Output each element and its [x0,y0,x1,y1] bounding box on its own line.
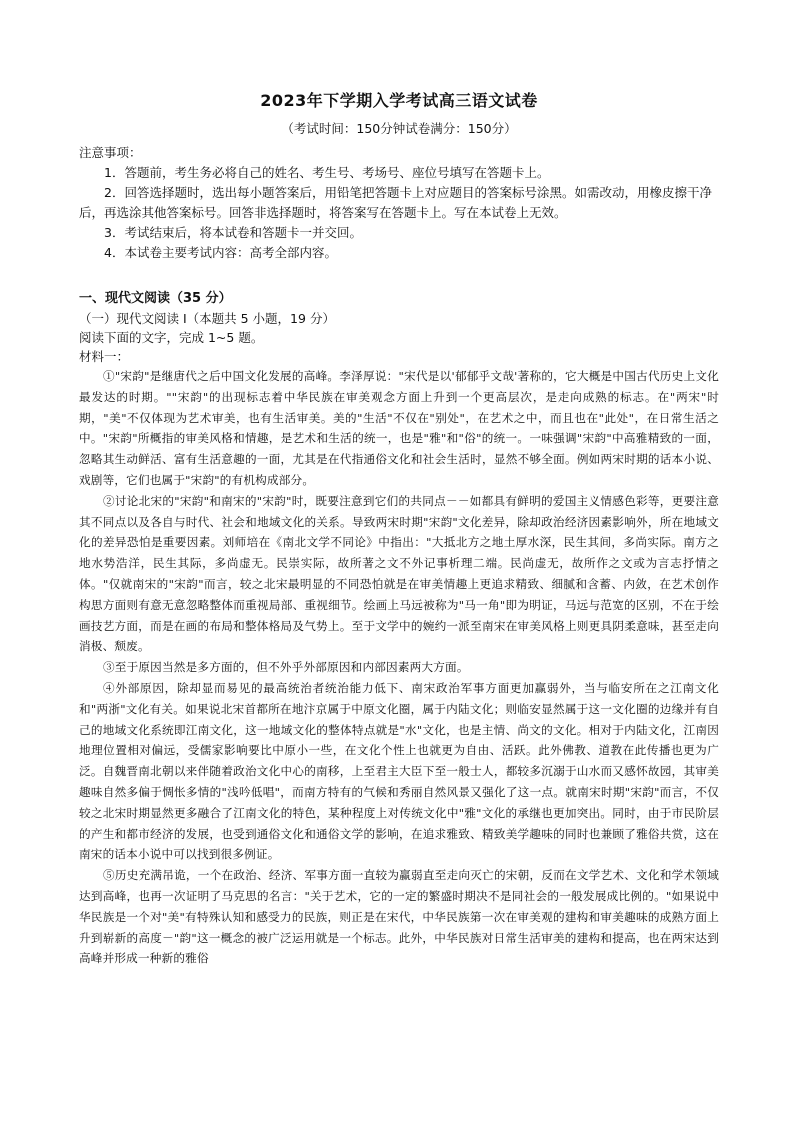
exam-title: 2023年下学期入学考试高三语文试卷 [260,91,538,110]
exam-subtitle: （考试时间：150分钟试卷满分：150分） [281,121,517,136]
sub-section-heading: （一）现代文阅读 Ⅰ（本题共 5 小题，19 分） [79,311,335,326]
material-label: 材料一： [79,349,130,364]
note-item: 4．本试卷主要考试内容：高考全部内容。 [104,245,337,260]
section-heading: 一、现代文阅读（35 分） [79,291,232,306]
paragraph: ③至于原因当然是多方面的，但不外乎外部原因和内部因素两大方面。 [103,660,469,675]
note-item: 1．答题前，考生务必将自己的姓名、考生号、考场号、座位号填写在答题卡上。 [104,165,550,180]
paragraph: ①"宋韵"是继唐代之后中国文化发展的高峰。李泽厚说："宋代是以'郁郁乎文哉'著称的，它大概是中国古代历史上文化最发达的时期。""宋韵"的出现标志着中华民族在审美观念方面上升到一个更高层次，是走向成熟的标志。在"两宋"时期，"美"不仅体现为艺术审美，也有生活审美。美的"生活"不仅在"别处"，在艺术之中，而且也在"此处"，在日常生活之中。"宋韵"所概指的审美风格和情趣，是艺术和生活的统一，也是"雅"和"俗"的统一。一味强调"宋韵"中高雅精致的一面，忽略其生动鲜活、富有生活意趣的一面，尤其是在代指通俗文化和社会生活时，显然不够全面。例如两宋时期的话本小说、戏剧等，它们也属于"宋韵"的有机构成部分。 [79,369,719,487]
notes-heading: 注意事项： [79,145,142,160]
note-item: 3．考试结束后，将本试卷和答题卡一并交回。 [104,225,362,240]
paragraph: ⑤历史充满吊诡，一个在政治、经济、军事方面一直较为赢弱直至走向灭亡的宋朝，反而在文学艺术、文化和学术领域达到高峰，也再一次证明了马克思的名言："关于艺术，它的一定的繁盛时期决不是同社会的一般发展成比例的。"如果说中华民族是一个对"美"有特殊认知和感受力的民族，则正是在宋代，中华民族第一次在审美观的建构和审美趣味的成熟方面上升到崭新的高度－"韵"这一概念的被广泛运用就是一个标志。此外，中华民族对日常生活审美的建构和提高，也在两宋达到高峰并形成一种新的雅俗 [79,868,719,966]
note-item: 2．回答选择题时，选出每小题答案后，用铅笔把答题卡上对应题目的答案标号涂黑。如需改动，用橡皮擦干净后，再选涂其他答案标号。回答非选择题时，将答案写在答题卡上。写在本试卷上无效。 [79,185,712,220]
paragraph: ④外部原因，除却显而易见的最高统治者统治能力低下、南宋政治军事方面更加赢弱外，当与临安所在之江南文化和"两浙"文化有关。如果说北宋首都所在地汴京属于中原文化圈，属于内陆文化；则临安显然属于这一文化圈的边缘并有自己的地域文化系统即江南文化，这一地域文化的整体特点就是"水"文化，也是主情、尚文的文化。相对于内陆文化，江南因地理位置相对偏远，受儒家影响要比中原小一些，在文化个性上也就更为自由、活跃。此外佛教、道教在此传播也更为广泛。自魏晋南北朝以来伴随着政治文化中心的南移，上至君主大臣下至一般士人，都较多沉溺于山水而又感怀故园，其审美趣味自然多偏于惆怅多情的"浅吟低唱"，而南方特有的气候和秀丽自然风景又强化了这一点。就南宋时期"宋韵"而言，不仅较之北宋时期显然更多融合了江南文化的特色，某种程度上对传统文化中"雅"文化的承继也更加突出。同时，由于市民阶层的产生和都市经济的发展，也受到通俗文化和通俗文学的影响，在追求雅致、精致美学趣味的同时也兼顾了雅俗共赏，这在南宋的话本小说中可以找到很多例证。 [79,680,719,862]
exam-page [79,88,719,969]
paragraph: ②讨论北宋的"宋韵"和南宋的"宋韵"时，既要注意到它们的共同点－－如都具有鲜明的爱国主义情感色彩等，更要注意其不同点以及各自与时代、社会和地域文化的关系。导致两宋时期"宋韵"文化差异，除却政治经济因素影响外，所在地域文化的差异恐怕是重要因素。刘师培在《南北文学不同论》中指出："大抵北方之地土厚水深，民生其间，多尚实际。南方之地水势浩洋，民生其际，多尚虚无。民崇实际，故所著之文不外记事析理二端。民尚虚无，故所作之文或为言志抒情之体。"仅就南宋的"宋韵"而言，较之北宋最明显的不同恐怕就是在审美情趣上更追求精致、细腻和含蓄、内敛，在艺术创作构思方面则有意无意忽略整体而重视局部、重视细节。绘画上马远被称为"马一角"即为明证，马远与范宽的区别，不在于绘画技艺方面，而是在画的布局和整体格局及气势上。至于文学中的婉约一派至南宋在审美风格上则更具阴柔意味，甚至走向消极、颓废。 [79,493,719,654]
instruction-text: 阅读下面的文字，完成 1~5 题。 [79,330,264,345]
